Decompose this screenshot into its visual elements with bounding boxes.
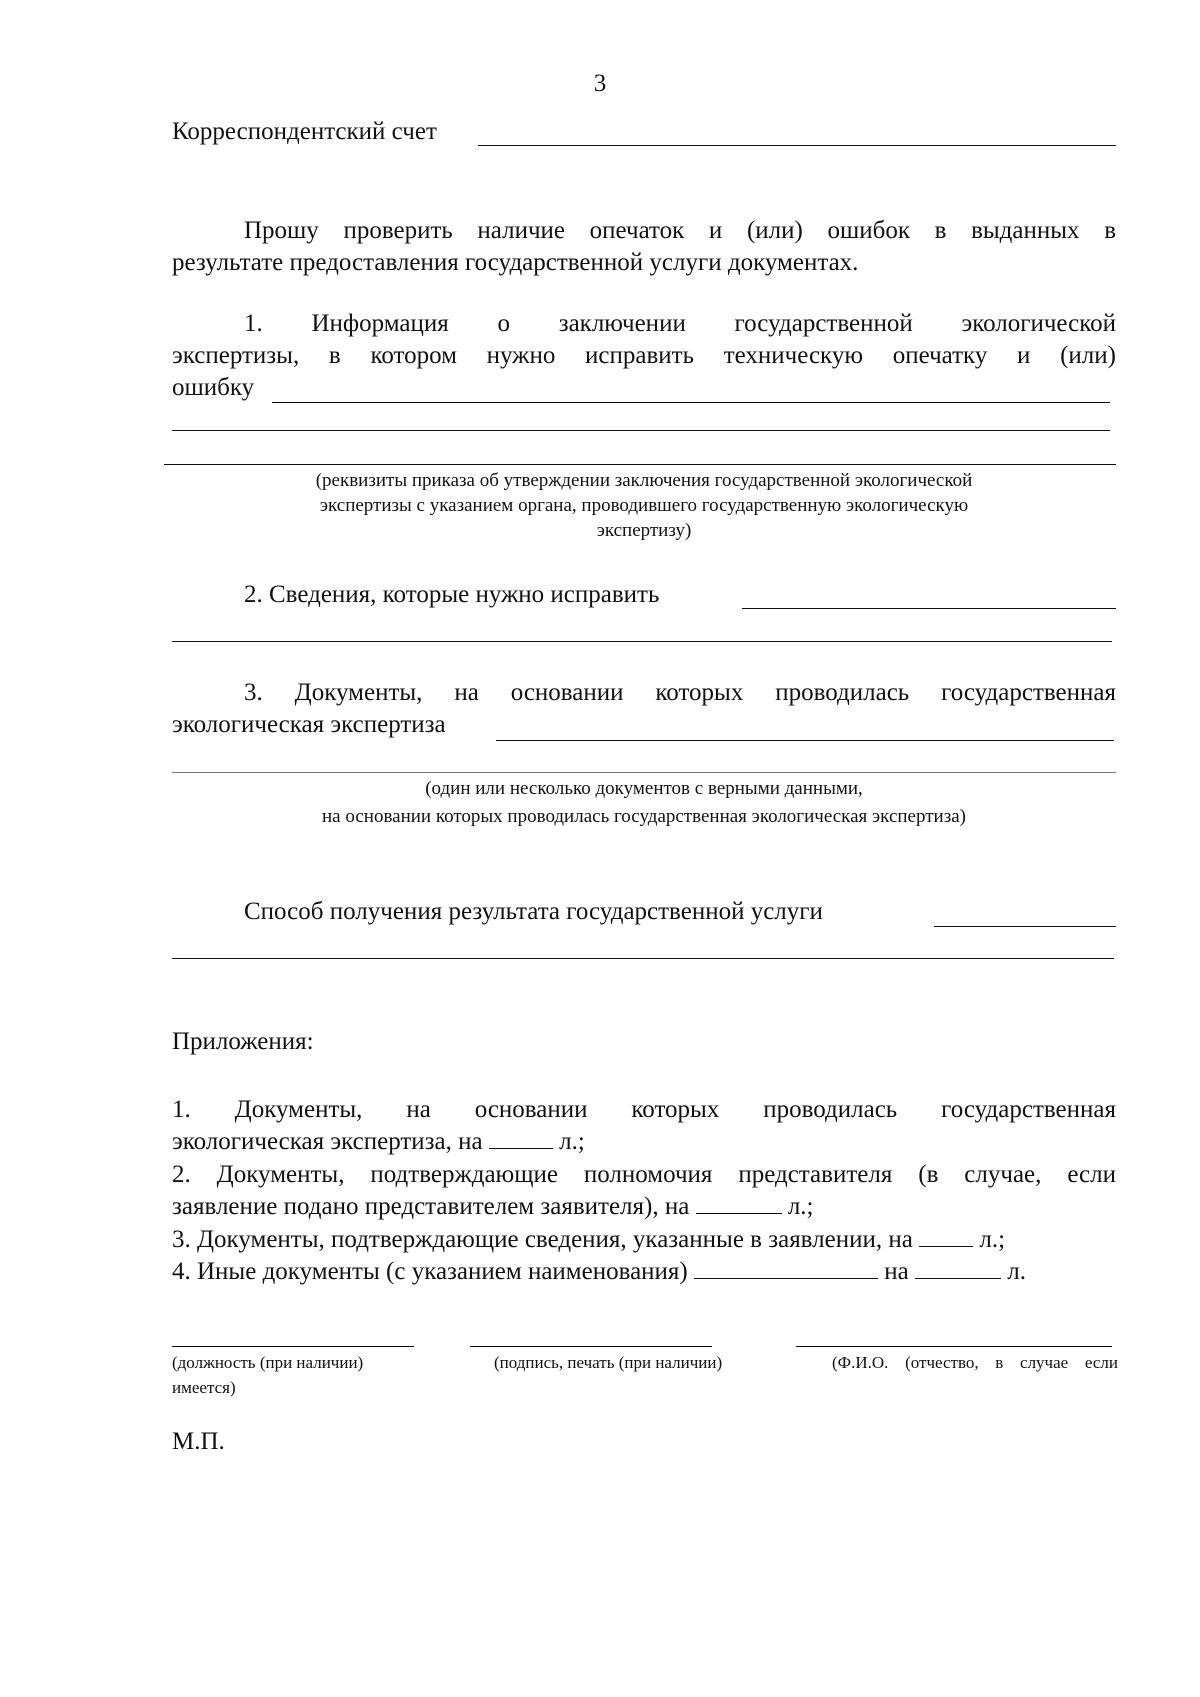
item1-line-1: 1. Информация о заключении государственной экологической (244, 310, 1116, 337)
attachment-3-suffix: л.; (979, 1226, 1006, 1253)
item2-text: 2. Сведения, которые нужно исправить (244, 581, 660, 608)
attachment-2-line-1: 2. Документы, подтверждающие полномочия представителя (в случае, если (172, 1161, 1116, 1188)
attachment-4-name-field[interactable] (694, 1260, 878, 1279)
attachment-3-prefix: 3. Документы, подтверждающие сведения, указанные в заявлении, на (172, 1226, 913, 1253)
attachment-4-pages-field[interactable] (915, 1260, 1001, 1279)
attachment-2-suffix: л.; (787, 1193, 814, 1220)
attachment-3-pages-field[interactable] (919, 1228, 973, 1247)
stamp-label: М.П. (172, 1428, 225, 1455)
method-field-2[interactable] (172, 958, 1114, 959)
method-text: Способ получения результата государственной услуги (244, 898, 823, 925)
attachment-4 (172, 1256, 1026, 1288)
signature-field[interactable] (470, 1346, 712, 1347)
item1-caption-3: экспертизу) (596, 520, 692, 541)
attachment-1-line-1: 1. Документы, на основании которых проводилась государственная (172, 1096, 1116, 1123)
attachment-2-pages-field[interactable] (696, 1195, 782, 1214)
attachment-4-suffix: л. (1007, 1258, 1026, 1285)
item3-line-1: 3. Документы, на основании которых проводилась государственная (244, 679, 1116, 706)
item1-field-2[interactable] (172, 430, 1110, 431)
account-field[interactable] (478, 145, 1116, 146)
item2-field-1[interactable] (742, 608, 1116, 609)
item3-caption-rule (172, 772, 1116, 773)
attachment-2-line-2 (172, 1191, 813, 1223)
item1-caption-2: экспертизы с указанием органа, проводившего государственную экологическую (319, 495, 969, 516)
signature-caption: (подпись, печать (при наличии) (494, 1353, 723, 1372)
attachment-1-prefix: экологическая экспертиза, на (172, 1128, 483, 1155)
attachment-2-prefix: заявление подано представителем заявителя), на (172, 1193, 690, 1220)
item2-field-2[interactable] (172, 641, 1112, 642)
request-line-1: Прошу проверить наличие опечаток и (или) ошибок в выданных в (244, 217, 1116, 244)
item1-line-2: экспертизы, в котором нужно исправить техническую опечатку и (или) (172, 342, 1116, 369)
attachment-1-suffix: л.; (559, 1128, 585, 1155)
item3-field[interactable] (496, 740, 1114, 741)
attachment-4-middle: на (884, 1258, 909, 1285)
attachment-4-prefix: 4. Иные документы (с указанием наименования) (172, 1258, 688, 1285)
account-label: Корреспондентский счет (172, 118, 437, 145)
item3-caption-2: на основании которых проводилась государственная экологическая экспертиза) (322, 806, 966, 827)
method-field-1[interactable] (934, 926, 1116, 927)
attachment-1-pages-field[interactable] (489, 1130, 553, 1149)
item1-caption-1: (реквизиты приказа об утверждении заключения государственной экологической (315, 470, 973, 491)
attachments-heading: Приложения: (172, 1028, 314, 1055)
fio-field[interactable] (796, 1346, 1112, 1347)
fio-caption: (Ф.И.О. (отчество, в случае если (832, 1353, 1118, 1372)
item1-field-1[interactable] (272, 402, 1110, 403)
position-field[interactable] (172, 1346, 414, 1347)
page-number: 3 (593, 70, 607, 97)
attachment-1-line-2 (172, 1126, 585, 1158)
position-caption-1: (должность (при наличии) (172, 1353, 364, 1372)
item3-line-2: экологическая экспертиза (172, 711, 446, 738)
item1-line-3: ошибку (172, 374, 255, 401)
item1-field-3[interactable] (164, 464, 1116, 465)
request-line-2: результате предоставления государственной услуги документах. (172, 249, 859, 276)
attachment-3 (172, 1224, 1005, 1256)
item3-caption-1: (один или несколько документов с верными данными, (425, 778, 863, 799)
position-caption-2: имеется) (172, 1378, 236, 1397)
